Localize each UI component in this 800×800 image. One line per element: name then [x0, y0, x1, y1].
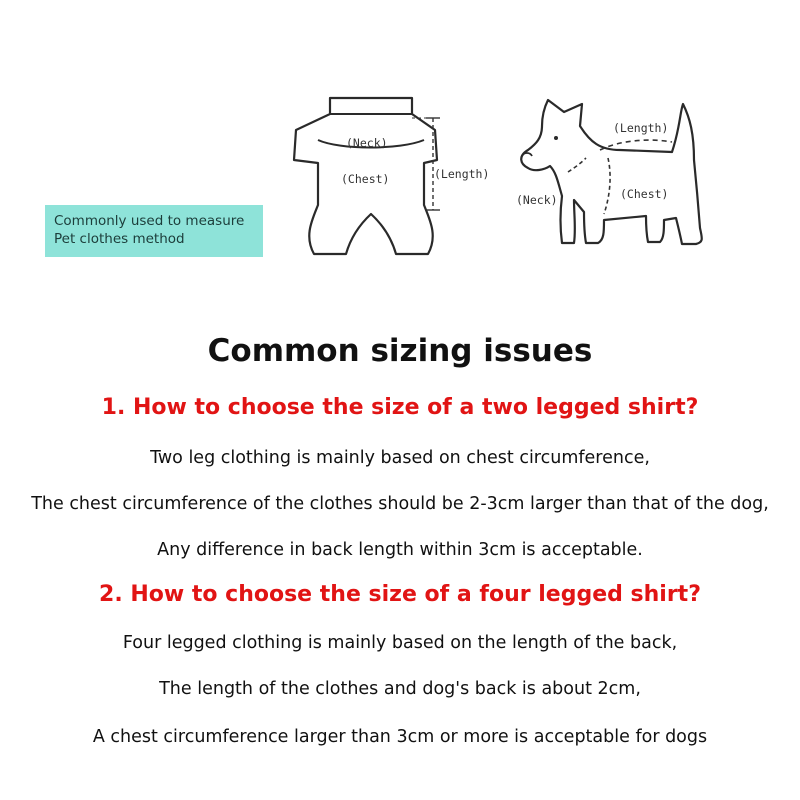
question-four-legged: 2. How to choose the size of a four legged shirt?	[99, 582, 701, 607]
dog-neck-label: (Neck)	[516, 193, 558, 207]
page-title: Common sizing issues	[207, 333, 593, 369]
badge-line-2: Pet clothes method	[54, 231, 185, 247]
shirt-chest-label: (Chest)	[341, 172, 390, 186]
answer-four-legged-line-3: A chest circumference larger than 3cm or more is acceptable for dogs	[92, 727, 708, 747]
shirt-length-label: (Length)	[434, 167, 490, 181]
dog-outline	[521, 100, 702, 244]
answer-two-legged-line-3: Any difference in back length within 3cm is acceptable.	[157, 540, 643, 560]
shirt-neck-label: (Neck)	[346, 136, 388, 150]
question-two-legged: 1. How to choose the size of a two legged shirt?	[101, 395, 699, 420]
answer-four-legged-line-1: Four legged clothing is mainly based on the length of the back,	[122, 633, 678, 653]
dog-chest-label: (Chest)	[620, 187, 669, 201]
answer-four-legged-line-2: The length of the clothes and dog's back is about 2cm,	[159, 679, 641, 699]
answer-two-legged-line-2: The chest circumference of the clothes should be 2-3cm larger than that of the dog,	[31, 494, 769, 514]
answer-two-legged-line-1: Two leg clothing is mainly based on chest circumference,	[150, 448, 650, 468]
dog-illustration	[516, 100, 702, 244]
measurement-illustrations	[0, 0, 800, 300]
badge-line-1: Commonly used to measure	[54, 213, 245, 229]
pet-shirt-illustration	[294, 98, 489, 254]
dog-length-label: (Length)	[613, 121, 669, 135]
